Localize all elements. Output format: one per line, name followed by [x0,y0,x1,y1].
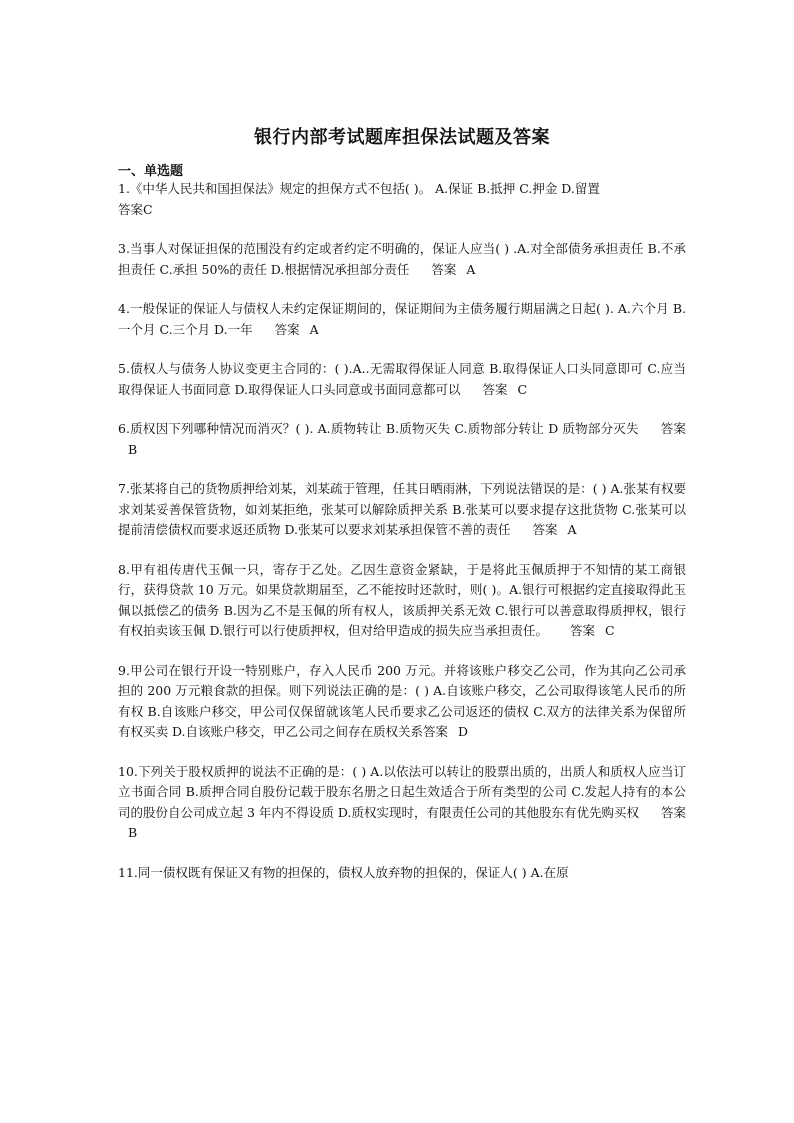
question-text: 8.甲有祖传唐代玉佩一只，寄存于乙处。乙因生意资金紧缺，于是将此玉佩质押于不知情的某工商银行，获得贷款 10 万元。如果贷款期届至，乙不能按时还款时，则( )。A.银行可根据约定直接取得此玉佩以抵偿乙的债务 B.因为乙不是玉佩的所有权人，该质押关系无效 C.银行可以善意取得质押权，银行有权拍卖该玉佩 D.银行可以行使质押权，但对给甲造成的损失应当承担责任。 [118,561,686,638]
question-item [118,479,686,541]
answer-value: A [309,321,319,337]
question-text: 10.下列关于股权质押的说法不正确的是：( ) A.以依法可以转让的股票出质的，出质人和质权人应当订立书面合同 B.质押合同自股份记载于股东名册之日起生效适合于所有类型的公司 C.发起人持有的本公司的股份自公司成立起 3 年内不得设质 D.质权实现时，有限责任公司的其他股东有优先购买权 [118,763,686,820]
question-item [118,359,686,400]
question-item [118,560,686,642]
question-text: 7.张某将自己的货物质押给刘某，刘某疏于管理，任其日晒雨淋，下列说法错误的是：( ) A.张某有权要求刘某妥善保管货物，如刘某拒绝，张某可以解除质押关系 B.张某可以要求提存这批货物 C.张某可以提前清偿债权而要求返还质物 D.张某可以要求刘某承担保管不善的责任 [118,481,686,537]
question-text: 3.当事人对保证担保的范围没有约定或者约定不明确的，保证人应当( ) .A.对全部债务承担责任 B.不承担责任 C.承担 50%的责任 D.根据情况承担部分责任 [118,241,686,277]
section-heading: 一、单选题 [118,164,184,179]
answer-value: C [605,623,615,638]
answer-value: C [517,381,528,397]
question-text: 9.甲公司在银行开设一特别账户，存入人民币 200 万元。并将该账户移交乙公司，作为其向乙公司承担的 200 万元粮食款的担保。则下列说法正确的是：( ) A.自该账户移交，乙公司取得该笔人民币的所有权 B.自该账户移交，甲公司仅保留就该笔人民币要求乙公司返还的债权 C.双方的法律关系为保留所有权买卖 D.自该账户移交，甲乙公司之间存在质权关系 [118,662,686,739]
answer [118,200,686,221]
answer-value: B [128,825,138,840]
page-title: 银行内部考试题库担保法试题及答案 [254,127,550,148]
question-item [118,762,686,844]
answer-label: 答案 [423,724,449,739]
answer-label: 答案 [660,804,686,820]
answer-value: B [128,441,138,457]
answer [253,322,319,337]
answer-label: 答案 [532,522,558,537]
answer-label: 答案 [274,321,300,337]
question-text: 5.债权人与债务人协议变更主合同的：( ).A..无需取得保证人同意 B.取得保证人口头同意即可 C.应当取得保证人书面同意 D.取得保证人口头同意或书面同意都可以 [118,361,686,397]
answer-label: 答案 [570,623,596,638]
answer-value: C [143,201,153,217]
answer [409,262,475,277]
question-item [118,419,686,460]
answer-label: 答案 [118,201,144,217]
answer [461,382,528,397]
question-item [118,863,686,884]
question-text: 4.一般保证的保证人与债权人未约定保证期间的，保证期间为主债务履行期届满之日起( ). A.六个月 B.一个月 C.三个月 D.一年 [118,301,686,337]
question-item [118,239,686,280]
answer-value: A [466,261,476,277]
question-item [118,299,686,340]
question-list [118,179,686,902]
question-item [118,179,686,220]
answer-value: D [458,724,469,739]
answer-label: 答案 [482,381,508,397]
question-text: 1.《中华人民共和国担保法》规定的担保方式不包括( )。 A.保证 B.抵押 C.押金 D.留置 [118,181,600,196]
answer-label: 答案 [660,421,686,436]
question-item [118,661,686,743]
question-text: 6.质权因下列哪种情况而消灭？( ). A.质物转让 B.质物灭失 C.质物部分转让 D 质物部分灭失 [118,421,639,436]
question-text: 11.同一债权既有保证又有物的担保的，债权人放弃物的担保的，保证人( ) A.在原 [118,864,569,880]
answer-label: 答案 [431,261,457,277]
answer-value: A [567,522,577,537]
answer [548,623,615,638]
answer [511,522,577,537]
answer [423,724,468,739]
